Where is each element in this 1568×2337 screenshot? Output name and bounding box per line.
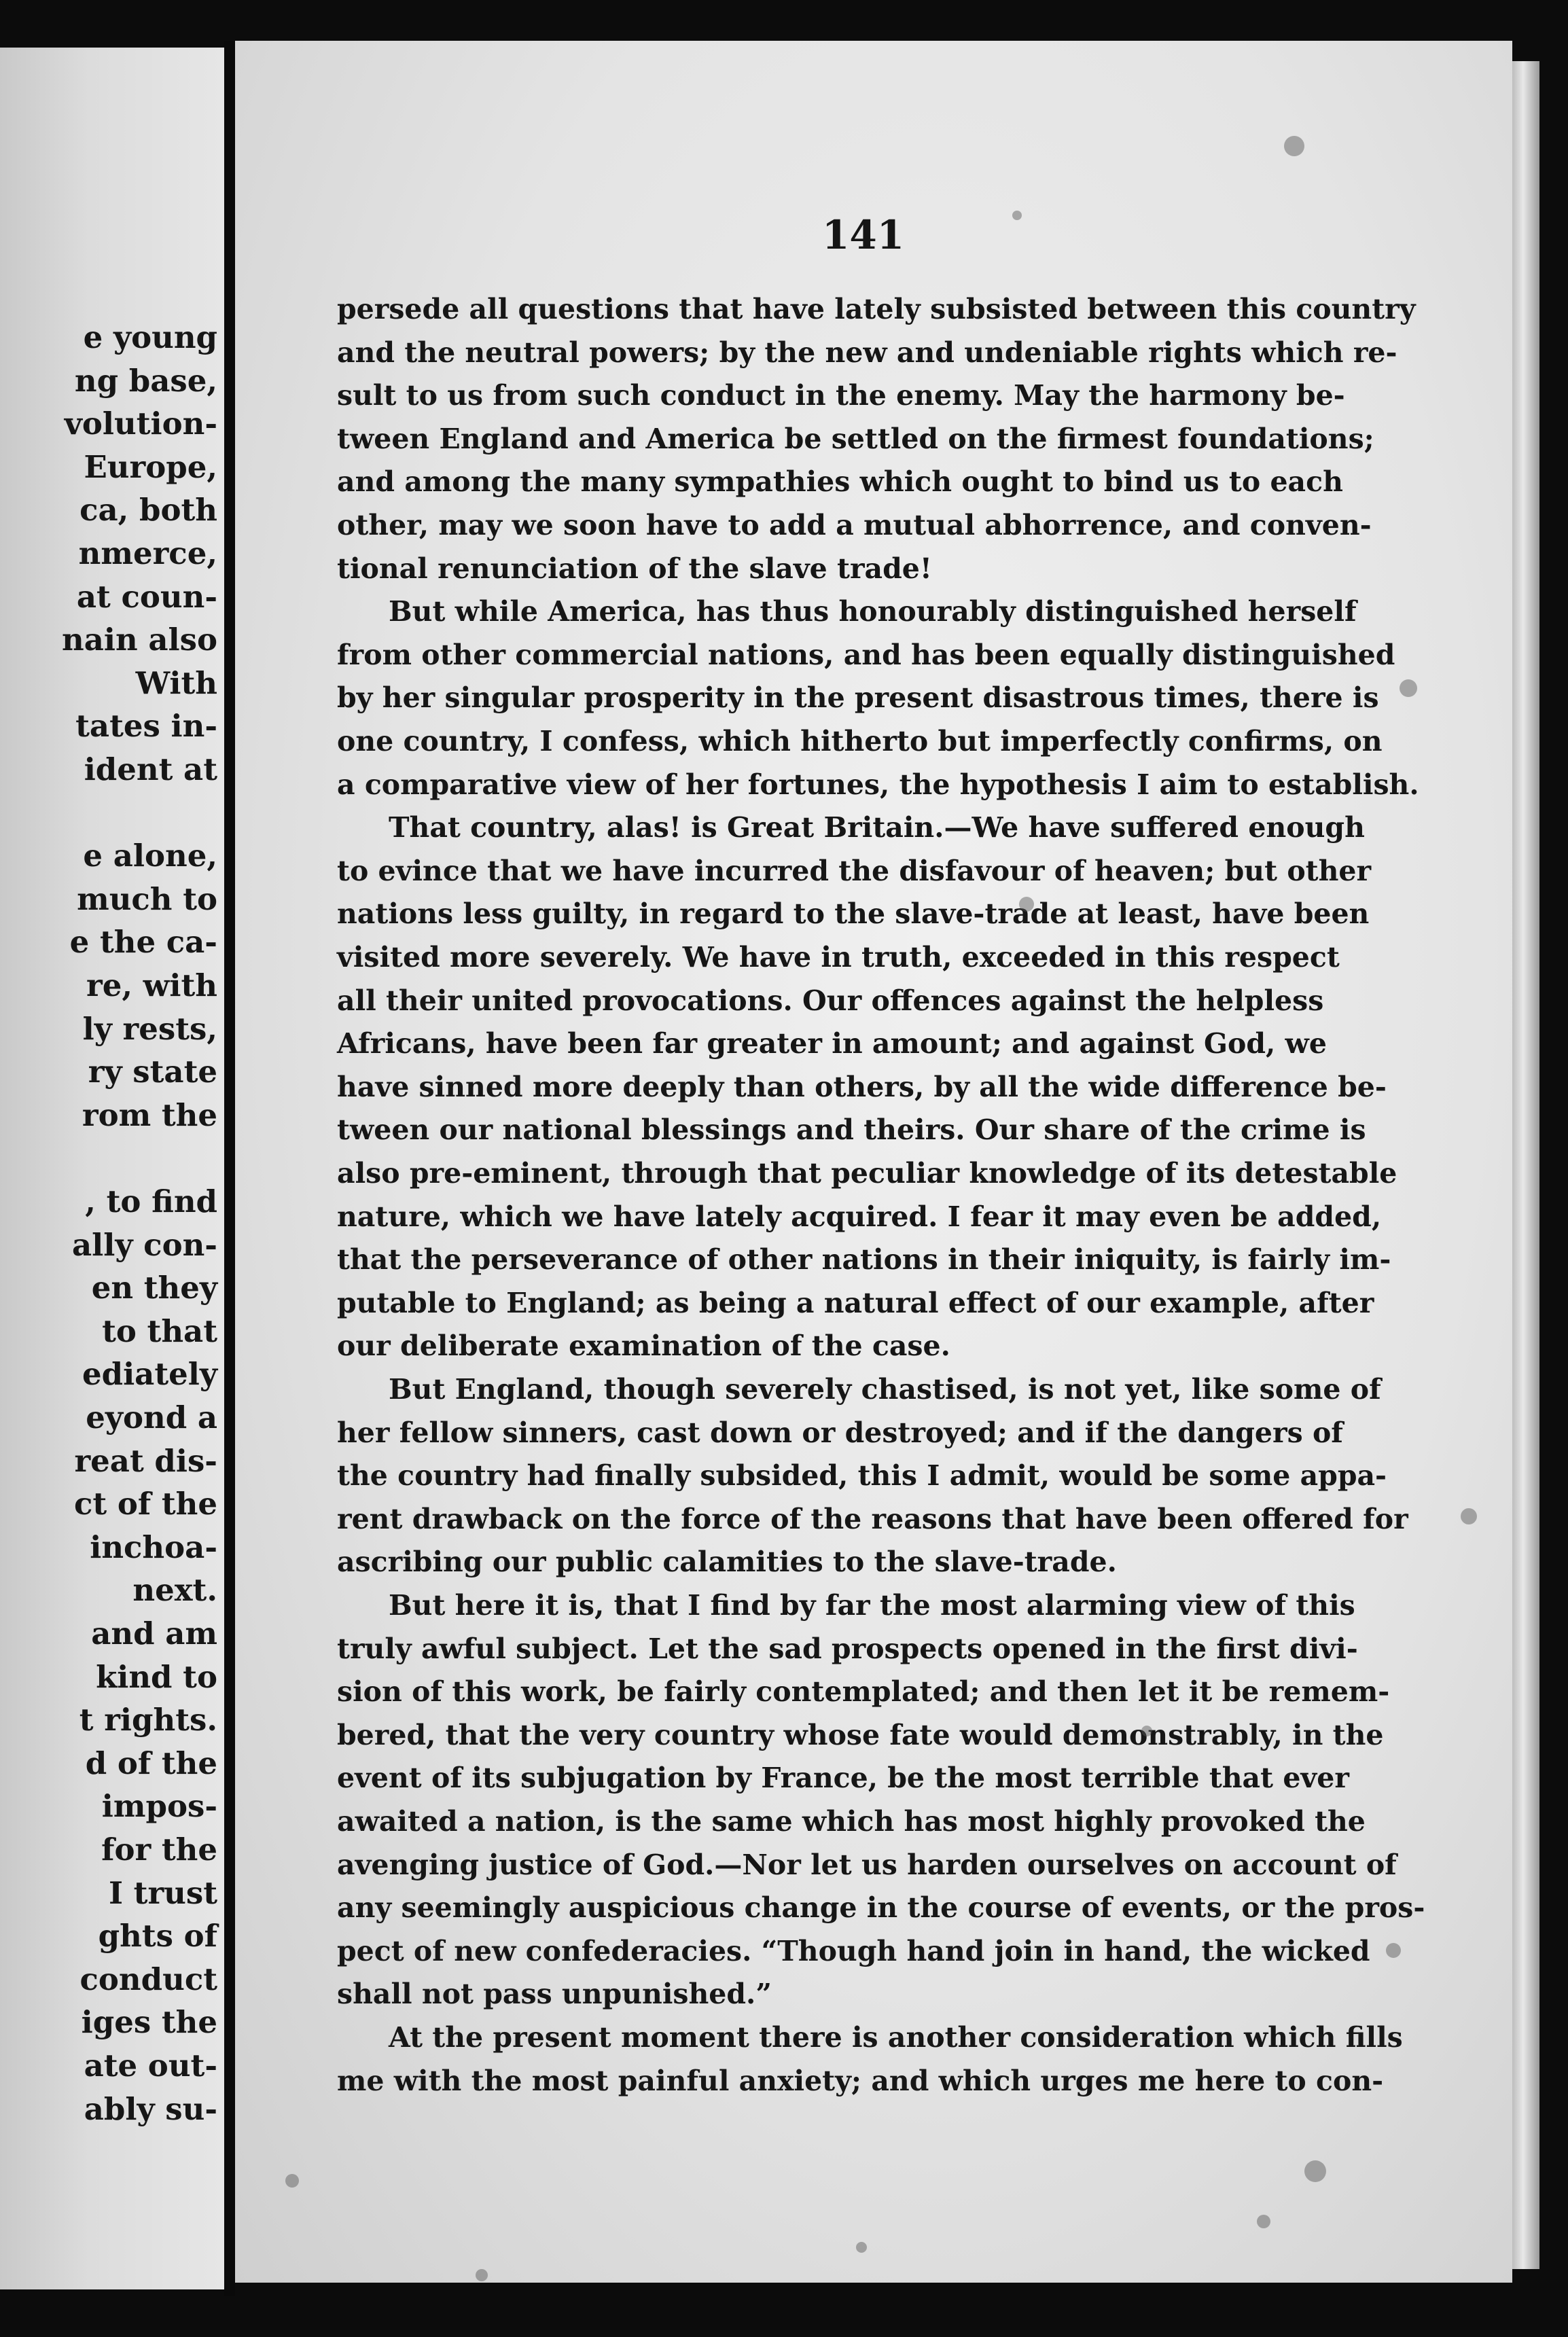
previous-page-fragment: ate out- <box>84 2048 217 2084</box>
previous-page-fragment: ng base, <box>74 362 217 399</box>
text-line: and the neutral powers; by the new and undeniable rights which re- <box>337 336 1397 369</box>
text-line: tween our national blessings and theirs. Our share of the crime is <box>337 1113 1366 1147</box>
previous-page-fragment: ably su- <box>84 2090 217 2127</box>
previous-page-fragment: ct of the <box>73 1486 217 1522</box>
previous-page-fragment: e young <box>83 319 217 355</box>
previous-page-fragment: , to find <box>85 1183 217 1219</box>
previous-page-fragment: rom the <box>82 1096 217 1133</box>
text-line: to evince that we have incurred the disfavour of heaven; but other <box>337 854 1372 887</box>
text-line: But England, though severely chastised, is not yet, like some of <box>389 1373 1381 1406</box>
text-line: also pre-eminent, through that peculiar knowledge of its detestable <box>337 1157 1397 1190</box>
text-line: event of its subjugation by France, be the most terrible that ever <box>337 1762 1349 1795</box>
scan-speck <box>1019 897 1034 912</box>
previous-page-fragment: reat dis- <box>74 1442 217 1479</box>
previous-page-fragment: nain also <box>62 622 217 658</box>
page-edge <box>1512 61 1539 2269</box>
scan-speck <box>1386 1943 1401 1958</box>
previous-page-fragment: tates in- <box>75 708 217 745</box>
text-line: putable to England; as being a natural effect of our example, after <box>337 1286 1374 1319</box>
previous-page-fragment: I trust <box>108 1874 217 1911</box>
text-line: by her singular prosperity in the present disastrous times, there is <box>337 681 1379 715</box>
scan-speck <box>1400 679 1417 697</box>
previous-page-fragment: ally con- <box>72 1226 217 1263</box>
book-gutter <box>224 41 235 2296</box>
text-line: pect of new confederacies. “Though hand join in hand, the wicked <box>337 1934 1370 1967</box>
previous-page-fragment: ry state <box>88 1054 217 1090</box>
text-line: ascribing our public calamities to the slave-trade. <box>337 1546 1117 1579</box>
scan-speck <box>1141 1726 1152 1736</box>
previous-page-fragment: ediately <box>82 1356 217 1393</box>
text-line: truly awful subject. Let the sad prospects opened in the first divi- <box>337 1632 1358 1665</box>
previous-page-fragment: kind to <box>96 1658 217 1695</box>
previous-page-fragment: conduct <box>79 1961 217 1997</box>
text-line: any seemingly auspicious change in the course of events, or the pros- <box>337 1891 1425 1925</box>
text-line: sion of this work, be fairly contemplated; and then let it be remem- <box>337 1675 1390 1709</box>
previous-page-fragment: iges the <box>81 2004 217 2041</box>
previous-page-fragment: next. <box>132 1572 217 1609</box>
previous-page-fragment: at coun- <box>76 578 217 615</box>
text-line: all their united provocations. Our offences against the helpless <box>337 984 1324 1017</box>
previous-page-fragment: ca, both <box>79 492 217 529</box>
text-line: But while America, has thus honourably distinguished herself <box>389 595 1357 628</box>
scan-speck <box>1257 2215 1270 2228</box>
text-line: a comparative view of her fortunes, the hypothesis I aim to establish. <box>337 768 1419 801</box>
previous-page-fragment: d of the <box>85 1745 217 1781</box>
text-line: tween England and America be settled on the firmest foundations; <box>337 422 1374 455</box>
previous-page-fragment: volution- <box>64 406 217 442</box>
text-line: one country, I confess, which hitherto but imperfectly confirms, on <box>337 725 1383 757</box>
text-line: have sinned more deeply than others, by all the wide difference be- <box>337 1070 1387 1103</box>
scan-speck <box>1461 1508 1477 1524</box>
previous-page-fragment: impos- <box>101 1788 217 1825</box>
text-line: rent drawback on the force of the reasons that have been offered for <box>337 1502 1408 1535</box>
scan-speck <box>856 2242 867 2253</box>
previous-page-fragment: ly rests, <box>82 1010 217 1047</box>
previous-page-fragment: for the <box>101 1832 217 1868</box>
text-line: and among the many sympathies which ought to bind us to each <box>337 465 1343 499</box>
previous-page-fragment: much to <box>77 880 217 917</box>
text-line: sult to us from such conduct in the enemy. May the harmony be- <box>337 379 1345 412</box>
previous-page-fragment: and am <box>91 1616 217 1652</box>
previous-page-fragment: en they <box>91 1270 217 1306</box>
text-line: But here it is, that I find by far the most alarming view of this <box>389 1589 1355 1622</box>
previous-page-fragment: e alone, <box>83 838 217 874</box>
text-line: nature, which we have lately acquired. I fear it may even be added, <box>337 1200 1382 1233</box>
previous-page-fragment: to that <box>102 1313 217 1349</box>
previous-page-fragment: With <box>135 664 217 701</box>
page-number: 141 <box>822 212 905 258</box>
scan-speck <box>1284 136 1304 156</box>
text-line: the country had finally subsided, this I admit, would be some appa- <box>337 1459 1387 1493</box>
scan-speck <box>1012 211 1022 220</box>
text-line: that the perseverance of other nations in their iniquity, is fairly im- <box>337 1243 1391 1277</box>
previous-page-fragment: Europe, <box>84 448 217 485</box>
text-line: At the present moment there is another consideration which fills <box>389 2021 1403 2054</box>
previous-page-fragment: eyond a <box>86 1399 217 1435</box>
text-line: tional renunciation of the slave trade! <box>337 552 932 585</box>
text-line: bered, that the very country whose fate would demonstrably, in the <box>337 1718 1384 1751</box>
previous-page-fragment: re, with <box>86 967 217 1003</box>
scan-speck <box>285 2174 299 2188</box>
previous-page-fragment: ident at <box>84 751 217 787</box>
previous-page-fragment: nmerce, <box>78 535 217 571</box>
previous-page-fragment: t rights. <box>79 1702 217 1738</box>
text-line: me with the most painful anxiety; and which urges me here to con- <box>337 2064 1384 2097</box>
text-line: from other commercial nations, and has been equally distinguished <box>337 638 1395 671</box>
scan-speck <box>1304 2160 1326 2182</box>
text-line: shall not pass unpunished.” <box>337 1978 772 2011</box>
previous-page-fragment: ghts of <box>98 1918 217 1955</box>
text-line: Africans, have been far greater in amount; and against God, we <box>337 1027 1327 1060</box>
text-line: avenging justice of God.—Nor let us harden ourselves on account of <box>337 1848 1397 1881</box>
scan-speck <box>476 2269 488 2281</box>
text-line: nations less guilty, in regard to the slave-trade at least, have been <box>337 897 1370 931</box>
text-line: visited more severely. We have in truth, exceeded in this respect <box>337 941 1340 974</box>
previous-page-strip <box>0 48 224 2289</box>
text-line: our deliberate examination of the case. <box>337 1330 950 1363</box>
text-line: her fellow sinners, cast down or destroyed; and if the dangers of <box>337 1416 1343 1449</box>
text-line: other, may we soon have to add a mutual abhorrence, and conven- <box>337 509 1372 541</box>
text-line: That country, alas! is Great Britain.—We have suffered enough <box>389 811 1365 844</box>
text-line: persede all questions that have lately subsisted between this country <box>337 293 1416 325</box>
previous-page-fragment: inchoa- <box>90 1529 217 1565</box>
text-line: awaited a nation, is the same which has most highly provoked the <box>337 1805 1366 1838</box>
previous-page-fragment: e the ca- <box>69 924 217 961</box>
